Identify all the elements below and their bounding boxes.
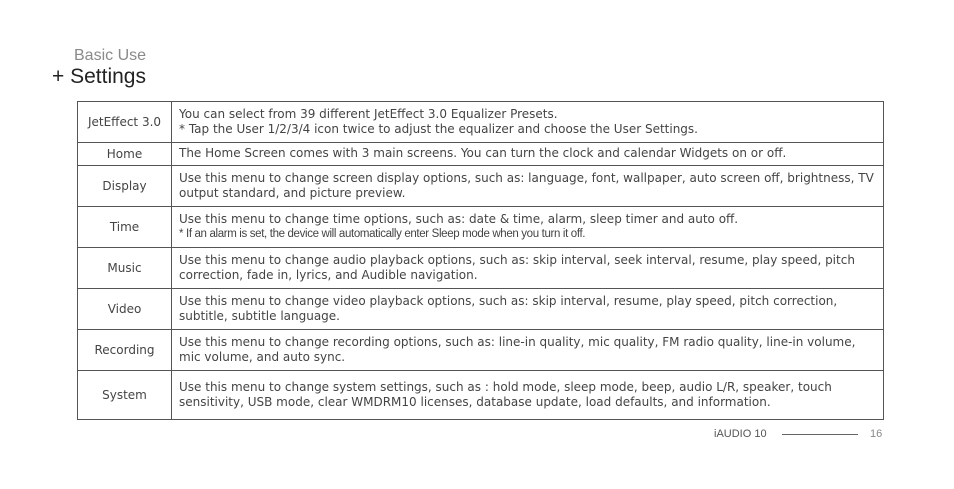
row-label: Home bbox=[78, 143, 172, 166]
table-row bbox=[78, 371, 884, 420]
table-row bbox=[78, 166, 884, 207]
table-row bbox=[78, 143, 884, 166]
row-label: Music bbox=[78, 248, 172, 289]
footer-brand: iAUDIO 10 bbox=[714, 428, 767, 440]
row-text: Use this menu to change audio playback options, such as: skip interval, seek interval, resume, play speed, pitch correction, fade in, lyrics, and Audible navigation. bbox=[179, 252, 855, 282]
table-row bbox=[78, 102, 884, 143]
row-text: Use this menu to change recording options, such as: line-in quality, mic quality, FM radio quality, line-in volume, mic volume, and auto sync. bbox=[179, 334, 856, 364]
row-label: Time bbox=[78, 207, 172, 248]
row-description bbox=[172, 143, 884, 166]
table-row bbox=[78, 289, 884, 330]
row-note: * Tap the User 1/2/3/4 icon twice to adjust the equalizer and choose the User Settings. bbox=[179, 121, 698, 136]
section-heading: Basic Use bbox=[74, 47, 147, 64]
row-text: The Home Screen comes with 3 main screens. You can turn the clock and calendar Widgets on or off. bbox=[179, 146, 787, 160]
row-description bbox=[172, 289, 884, 330]
row-label: JetEffect 3.0 bbox=[78, 102, 172, 143]
row-label: Recording bbox=[78, 330, 172, 371]
row-label: Video bbox=[78, 289, 172, 330]
row-description bbox=[172, 207, 884, 248]
table-row bbox=[78, 248, 884, 289]
row-description bbox=[172, 102, 884, 143]
row-text: Use this menu to change screen display options, such as: language, font, wallpaper, auto screen off, brightness, TV output standard, and picture preview. bbox=[179, 170, 874, 200]
row-label: Display bbox=[78, 166, 172, 207]
row-description bbox=[172, 248, 884, 289]
page-title: + Settings bbox=[52, 65, 146, 88]
settings-table bbox=[77, 101, 884, 420]
row-text: Use this menu to change video playback options, such as: skip interval, resume, play speed, pitch correction, subtitle, subtitle language. bbox=[179, 293, 838, 323]
footer-divider bbox=[782, 434, 858, 435]
row-description bbox=[172, 330, 884, 371]
page-number: 16 bbox=[870, 428, 883, 440]
row-note: * If an alarm is set, the device will automatically enter Sleep mode when you turn it off. bbox=[179, 227, 586, 240]
row-text: You can select from 39 different JetEffect 3.0 Equalizer Presets. bbox=[179, 106, 558, 121]
row-text: Use this menu to change system settings, such as : hold mode, sleep mode, beep, audio L/R, speaker, touch sensitivity, USB mode, clear WMDRM10 licenses, database update, load defaults, and information. bbox=[179, 379, 832, 409]
row-label: System bbox=[78, 371, 172, 420]
row-description bbox=[172, 166, 884, 207]
row-description bbox=[172, 371, 884, 420]
table-row bbox=[78, 207, 884, 248]
row-text: Use this menu to change time options, such as: date & time, alarm, sleep timer and auto off. bbox=[179, 211, 739, 226]
table-row bbox=[78, 330, 884, 371]
